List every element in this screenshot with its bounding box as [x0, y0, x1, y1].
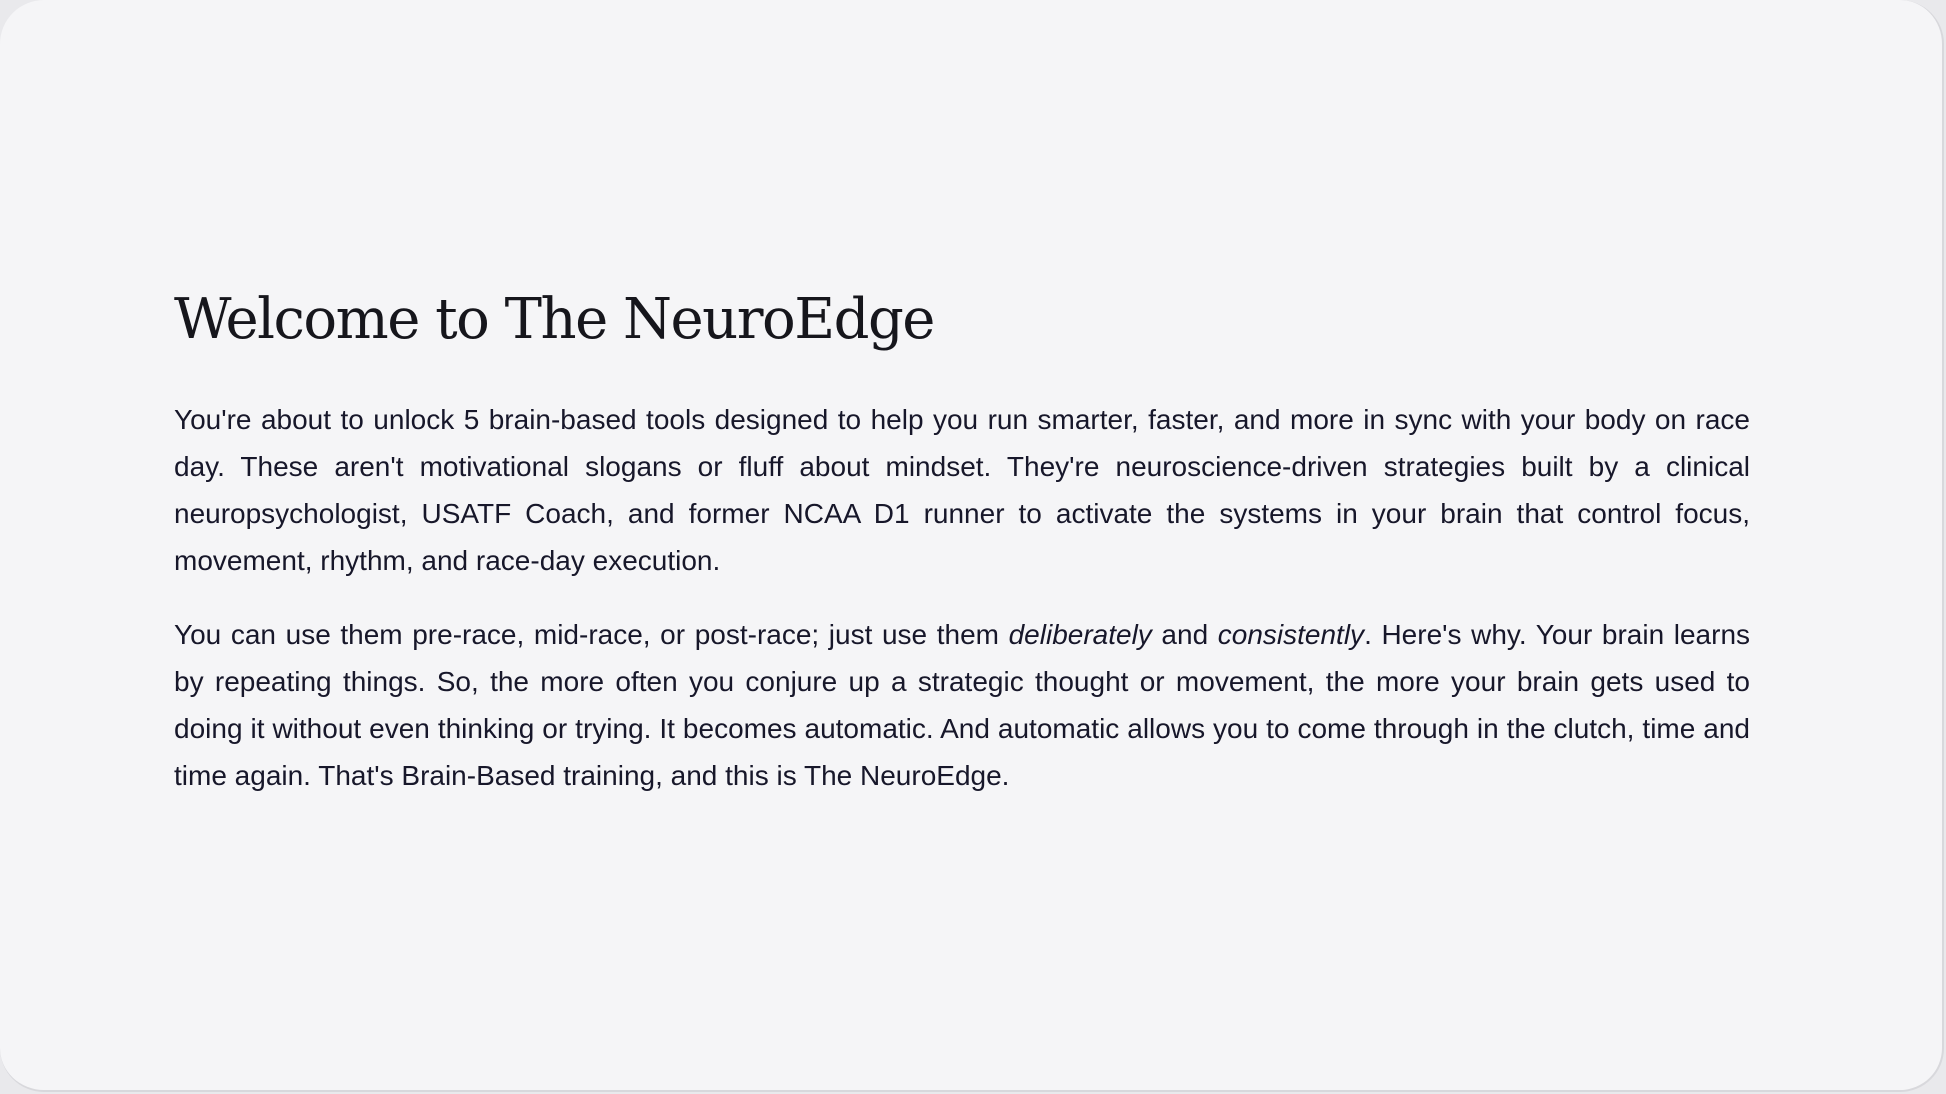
usage-text-1: You can use them pre-race, mid-race, or post-race; just use them	[174, 619, 1009, 650]
emphasis-consistently: consistently	[1217, 619, 1365, 650]
intro-paragraph: You're about to unlock 5 brain-based tools designed to help you run smarter, faster, and more in sync with your body on race day. These aren't motivational slogans or fluff about mindset. They're neuroscience-driven strategies built by a clinical neuropsychologist, USATF Coach, and former NCAA D1 runner to activate the systems in your brain that control focus, movement, rhythm, and race-day execution.	[174, 404, 1750, 576]
usage-text-2: and	[1151, 619, 1218, 650]
page-title: Welcome to The NeuroEdge	[174, 287, 934, 352]
emphasis-deliberately: deliberately	[1008, 619, 1152, 650]
usage-paragraph	[174, 611, 1750, 799]
slide-content	[174, 278, 1750, 799]
usage-text-3: . Here's why. Your brain learns by repeating things. So, the more often you conjure up a strategic thought or movement, the more your brain gets used to doing it without even thinking or trying. It becomes automatic. And automatic allows you to come through in the clutch, time and time again. That's Brain-Based training, and this is The NeuroEdge.	[174, 619, 1751, 791]
